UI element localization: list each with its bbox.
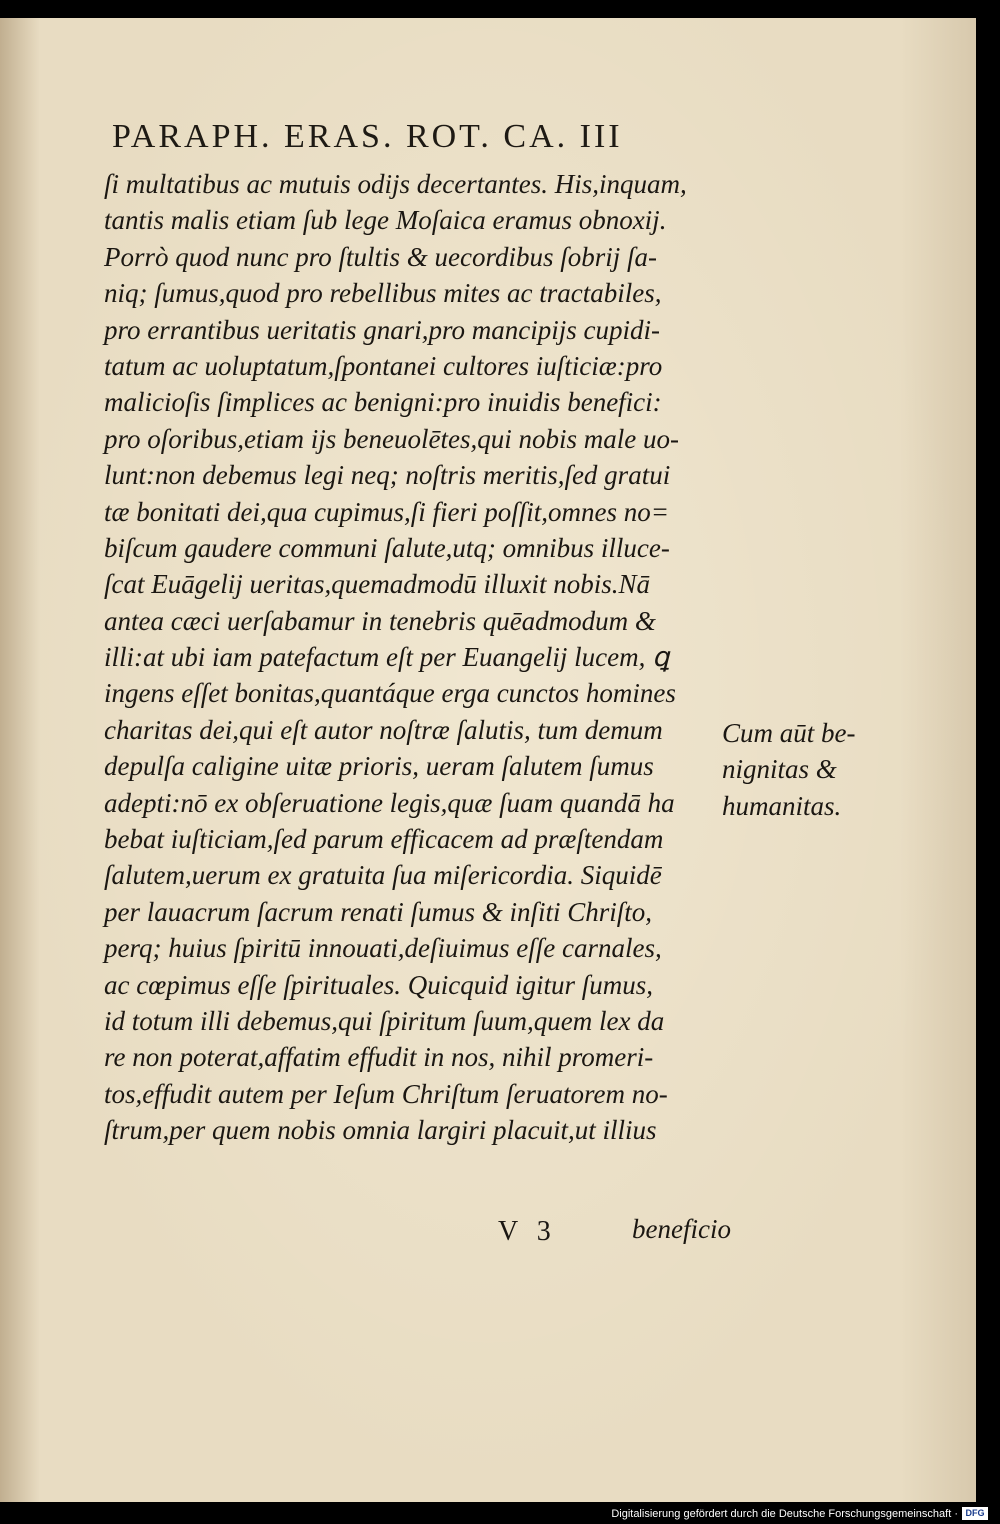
text-line: Porrò quod nunc pro ſtultis & uecordibus ſobrij ſa- <box>104 241 657 272</box>
text-line: re non poterat,affatim effudit in nos, nihil promeri- <box>104 1042 654 1073</box>
text-line: charitas dei,qui eſt autor noſtræ ſalutis, tum demum <box>104 714 663 745</box>
text-line: niq; ſumus,quod pro rebellibus mites ac tractabiles, <box>104 278 662 309</box>
text-line: perq; huius ſpiritū innouati,deſiuimus eſſe carnales, <box>104 933 662 964</box>
text-line: pro errantibus ueritatis gnari,pro mancipijs cupidi- <box>104 314 661 345</box>
text-line: tantis malis etiam ſub lege Moſaica eramus obnoxij. <box>104 205 667 236</box>
text-line: adepti:nō ex obſeruatione legis,quæ ſuam quandā ha <box>104 787 675 818</box>
text-line: tæ bonitati dei,qua cupimus,ſi fieri poſſit,omnes no= <box>104 496 669 527</box>
dfg-logo: DFG <box>962 1507 988 1520</box>
footer-credit: Digitalisierung gefördert durch die Deutsche Forschungsgemeinschaft · <box>611 1508 958 1520</box>
marginal-note-line: humanitas. <box>722 790 842 821</box>
text-line: biſcum gaudere communi ſalute,utq; omnibus illuce- <box>104 532 670 563</box>
body-text <box>104 166 734 1149</box>
text-line: id totum illi debemus,qui ſpiritum ſuum,quem lex da <box>104 1005 665 1036</box>
text-line: per lauacrum ſacrum renati ſumus & inſiti Chriſto, <box>104 896 653 927</box>
text-line: ſalutem,uerum ex gratuita ſua miſericordia. Siquidē <box>104 860 662 891</box>
text-line: ingens eſſet bonitas,quantáque erga cunctos homines <box>104 678 676 709</box>
marginal-note-line: Cum aūt be- <box>722 718 856 748</box>
text-line: malicioſis ſimplices ac benigni:pro inuidis benefici: <box>104 387 662 418</box>
text-line: bebat iuſticiam,ſed parum efficacem ad præſtendam <box>104 824 664 855</box>
text-line: tatum ac uoluptatum,ſpontanei cultores iuſticiæ:pro <box>104 350 663 381</box>
text-line: illi:at ubi iam patefactum eſt per Euangelij lucem, ꝗ <box>104 642 670 673</box>
catchword: beneficio <box>632 1214 731 1244</box>
text-line: ſi multatibus ac mutuis odijs decertantes. His,inquam, <box>104 169 687 199</box>
text-line: ſtrum,per quem nobis omnia largiri placuit,ut illius <box>104 1115 657 1146</box>
text-line: ac cœpimus eſſe ſpirituales. Quicquid igitur ſumus, <box>104 969 653 1000</box>
text-line: antea cæci uerſabamur in tenebris quēadmodum & <box>104 605 656 636</box>
marginal-note-line: nignitas & <box>722 754 837 785</box>
text-line: pro oſoribus,etiam ijs beneuolētes,qui nobis male uo- <box>104 423 679 454</box>
text-line: lunt:non debemus legi neq; noſtris meritis,ſed gratui <box>104 460 671 491</box>
text-line: depulſa caligine uitæ prioris, ueram ſalutem ſumus <box>104 751 654 782</box>
text-line: ſcat Euāgelij ueritas,quemadmodū illuxit nobis.Nā <box>104 569 650 600</box>
text-line: tos,effudit autem per Ieſum Chriſtum ſeruatorem no- <box>104 1078 668 1109</box>
marginal-note <box>722 715 892 824</box>
running-header: PARAPH. ERAS. ROT. CA. III <box>112 118 623 155</box>
signature-mark: V 3 <box>498 1216 557 1247</box>
book-page <box>0 18 976 1502</box>
